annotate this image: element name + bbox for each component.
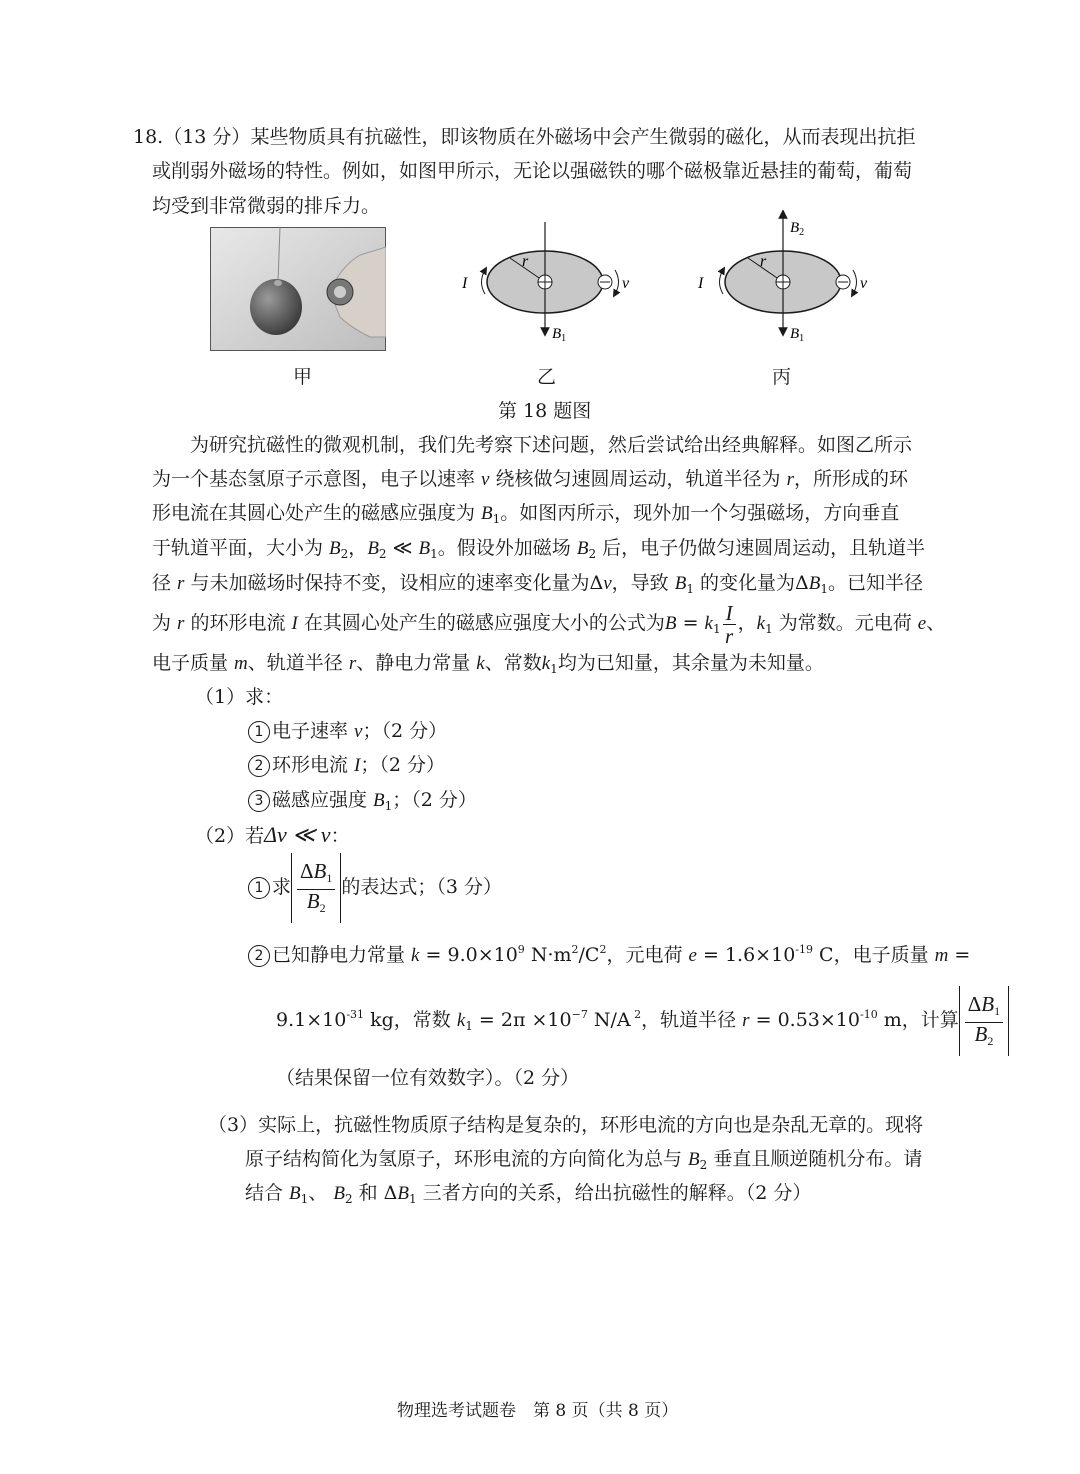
question-score: （13 分） <box>163 126 251 148</box>
formula-fraction: $\frac{I}{r}$ <box>723 602 736 647</box>
svg-text:B2: $B_2$ <box>790 220 805 238</box>
figure-jia-photo <box>210 227 386 351</box>
body-line-7: 电子质量 m、轨道半径 r、静电力常量 k、常数$k_1$均为已知量，其余量为未知量。 <box>152 652 824 676</box>
body-line-5: 径 r 与未加磁场时保持不变，设相应的速率变化量为Δv，导致 $B_1$ 的变化量为$\Delta B_1$。已知半径 <box>152 572 923 596</box>
part3-line-1: （3）实际上，抗磁性物质原子结构是复杂的，环形电流的方向也是杂乱无章的。现将 <box>208 1114 924 1136</box>
part1-item-1: 1 电子速率 v；（2 分） <box>248 718 447 745</box>
svg-text:I: I <box>462 275 468 292</box>
body-line-4: 于轨道平面，大小为 $B_2$，$B_2$ ≪ $B_1$。假设外加磁场 $B_2$ 后，电子仍做匀速圆周运动，且轨道半 <box>152 537 926 561</box>
question-line-3: 均受到非常微弱的排斥力。 <box>152 195 381 217</box>
body-line-2: 为一个基态氢原子示意图，电子以速率 v 绕核做匀速圆周运动，轨道半径为 r，所形成的环 <box>152 468 908 490</box>
svg-text:B1: $B_1$ <box>552 326 567 344</box>
figure-yi-label: 乙 <box>537 366 557 388</box>
body-line-6: 为 r 的环形电流 I 在其圆心处产生的磁感应强度大小的公式为$B = k_1$ $\frac{I}{r}$ ，$k_1$ 为常数。元电荷 e、 <box>152 600 946 648</box>
abs-ratio-2: $\frac{\Delta B_1}{B_2}$ <box>959 986 1009 1056</box>
part2-label: （2）若Δv ≪ v： <box>195 822 350 847</box>
figure-yi-diagram <box>450 222 640 352</box>
part3-line-2: 原子结构简化为氢原子，环形电流的方向简化为总与 $B_2$ 垂直且顺逆随机分布。请 <box>245 1148 923 1172</box>
part3-line-3: 结合 $B_1$、 $B_2$ 和 $\Delta B_1$ 三者方向的关系，给出抗磁性的解释。（2 分） <box>245 1182 812 1206</box>
page-footer: 物理选考试题卷 第 8 页（共 8 页） <box>397 1401 679 1421</box>
part2-item-2-line-3: （结果保留一位有效数字）。（2 分） <box>276 1067 580 1089</box>
svg-text:r: r <box>760 253 767 270</box>
part1-label: （1）求： <box>195 686 284 708</box>
figure-jia-label: 甲 <box>293 366 313 388</box>
svg-text:v: v <box>860 275 868 292</box>
part1-item-2: 2 环形电流 I；（2 分） <box>248 752 445 779</box>
svg-text:r: r <box>522 253 529 270</box>
question-number: 18. <box>133 126 164 148</box>
svg-text:B1: $B_1$ <box>790 326 805 344</box>
body-line-3: 形电流在其圆心处产生的磁感应强度为 $B_1$。如图丙所示，现外加一个匀强磁场，方向垂直 <box>152 502 900 526</box>
figure-bing-label: 丙 <box>772 366 792 388</box>
abs-ratio: $\frac{\Delta B_1}{B_2}$ <box>291 853 341 923</box>
question-line-2: 或削弱外磁场的特性。例如，如图甲所示，无论以强磁铁的哪个磁极靠近悬挂的葡萄，葡萄 <box>152 160 913 182</box>
part2-item-2-line-1: 2 已知静电力常量 $k = 9.0\times 10^9$ $N\cdot m^2/C^2$，元电荷 $e = 1.6\times 10^{-19}$ C，电子质量 m = <box>248 937 970 969</box>
svg-text:v: v <box>622 275 630 292</box>
figure-caption: 第 18 题图 <box>498 400 592 422</box>
figure-bing-diagram <box>688 210 878 352</box>
svg-text:I: I <box>698 275 704 292</box>
body-line-1: 为研究抗磁性的微观机制，我们先考察下述问题，然后尝试给出经典解释。如图乙所示 <box>190 434 913 456</box>
part2-item-2-line-2: $9.1\times 10^{-31}$ kg，常数 $k_1 = 2\pi \times 10^{-7}$ N/A $^2$，轨道半径 $r = 0.53\times 10^{-10}$ m，计算 $\frac{\Delta B_1}{B_2}$ <box>276 980 1009 1061</box>
part2-item-1: 1 求 $\frac{\Delta B_1}{B_2}$ 的表达式；（3 分） <box>248 852 502 923</box>
part1-item-3: 3 磁感应强度 $B_1$；（2 分） <box>248 787 477 819</box>
question-line-1: 18.（13 分）某些物质具有抗磁性，即该物质在外磁场中会产生微弱的磁化，从而表现出抗拒 <box>133 126 916 148</box>
